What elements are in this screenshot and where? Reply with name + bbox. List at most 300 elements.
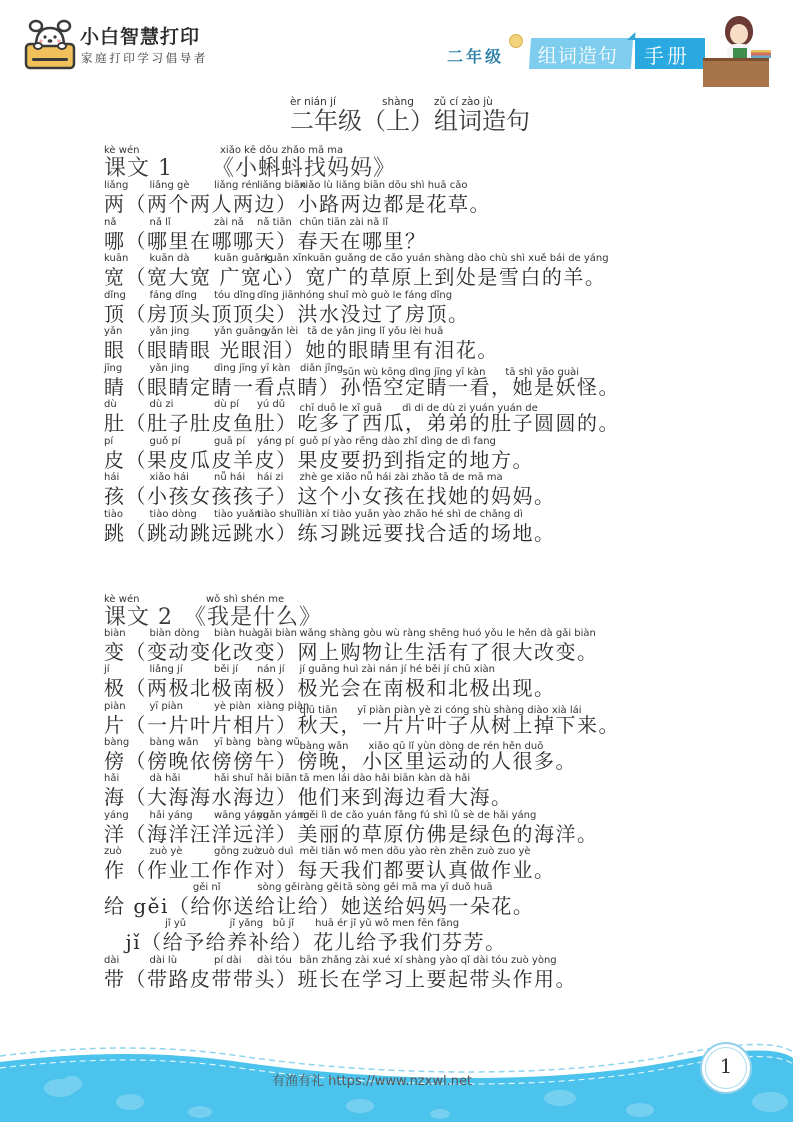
hanzi: 吃多了西瓜，弟弟的肚子圆圆的。 [297,411,620,435]
hanzi: 哪天） [233,228,298,253]
pinyin: jīng [104,362,123,374]
hanzi: 北极 [190,676,233,701]
hanzi: 顶尖） [233,301,298,326]
pinyin: dìng jīng yī kàn [214,362,291,374]
pinyin: tiào yuǎn [214,508,261,520]
title-seg: shàng （上） [362,96,434,135]
entry-sentence [298,846,556,881]
entry-word-1 [126,810,191,845]
pinyin: biàn huà [214,628,258,639]
entry-word-2 [190,472,246,508]
entry-word-2 [190,628,258,664]
hanzi: 跳 [104,520,126,545]
hanzi: 海 [104,785,126,810]
girl-face-icon [730,24,748,44]
pinyin: jí guāng huì zài nán jí hé běi jí chū xiàn [299,664,495,676]
word-entry-line [104,363,620,398]
entry-word-2 [190,435,246,472]
page-number-badge [700,1042,752,1094]
entry-word-1 [125,289,197,326]
hanzi: 依傍 [190,748,233,773]
entry-character [104,701,126,736]
pinyin: dài tóu [257,954,292,966]
entry-character [104,955,126,990]
hanzi: 小路两边都是花草。 [297,192,491,216]
entry-word-1 [169,882,234,917]
pinyin: bàng wǎn xiǎo qū lǐ yùn dòng de rén hěn duō [299,740,544,752]
entry-word-1 [126,664,191,699]
entry-sentence [298,399,621,434]
entry-character [104,253,129,289]
pinyin: biàn [104,628,126,639]
pinyin: liàn xí tiào yuǎn yào zhǎo hé shì de chǎng dì [299,508,523,520]
brand-logo [24,16,224,72]
pinyin: yáng [104,809,129,821]
entry-sentence [298,436,535,471]
pinyin: yǎn jing [149,326,190,337]
hanzi: 给 gěi [104,894,169,919]
hanzi: 顶 [104,301,126,326]
hanzi: 果皮要扔到指定的地方。 [297,447,534,472]
hanzi: （肚子 [125,411,190,435]
entry-character [104,846,126,881]
pinyin: liǎng biān [257,180,307,191]
entry-word-3 [233,217,298,252]
pinyin: yī bàng [214,736,252,748]
entry-word-1 [141,918,206,953]
entry-word-1 [126,701,191,736]
pinyin: wāng yáng [214,809,269,821]
pinyin: gōng zuò [214,845,261,857]
entry-word-3 [233,436,298,471]
hanzi: 眼 光 [190,338,241,362]
hanzi: （两极 [125,676,190,701]
hanzi: 肚皮 [190,411,233,435]
entry-sentence [305,253,609,289]
entry-sentence [298,664,556,699]
entry-word-1 [126,253,191,288]
pinyin: yī piàn [149,700,183,712]
handbook-badge [445,14,775,80]
entry-sentence [298,773,513,808]
pinyin: tā men lái dào hǎi biān kàn dà hǎi [299,773,471,785]
hanzi: 变化 [190,640,233,664]
entry-character [104,664,126,699]
hanzi: 秋天，一片片叶子从树上掉下来。 [297,712,620,737]
hanzi: 两人 [190,192,233,216]
hanzi: （傍晚 [125,748,190,773]
hanzi: 孩子） [233,484,298,508]
hanzi: 带头） [233,966,298,991]
entry-character [104,217,126,252]
entry-sentence [305,326,499,361]
entry-sentence [341,363,621,398]
hanzi: 作 [104,857,126,882]
book-stack-icon [751,50,771,58]
entry-word-2 [190,700,251,737]
hanzi: （眼睛 [125,374,190,399]
pinyin: guā pí [214,435,246,447]
entry-character [104,809,129,846]
pinyin: tóu dǐng [214,289,256,301]
entry-word-2 [190,508,261,545]
word-entry-line [104,918,507,953]
pinyin: guǒ pí [149,435,181,447]
hanzi: 洪水没过了房顶。 [297,301,470,326]
hanzi: 点睛） [276,374,341,399]
hanzi: 工作 [190,857,233,882]
page-footer [0,1040,793,1122]
pinyin: xiǎo hái [149,472,189,483]
hanzi: 宽心） [240,265,306,289]
word-entry-line [104,846,556,881]
hanzi: 跳远 [190,520,233,545]
entry-character [104,436,126,471]
lesson-1-heading: kè wén 课文 1 xiǎo kē dǒu zhǎo mā ma 《小蝌蚪找妈妈》 [104,145,397,181]
word-entry-line [104,955,577,990]
hanzi: 眼 [104,338,126,362]
entry-character [104,472,126,507]
word-entry-line [104,217,427,252]
hanzi: 南极） [233,676,298,701]
entry-word-3 [233,809,310,846]
pinyin: dù pí [214,399,239,410]
pinyin: kuān dà [149,253,190,264]
pinyin: hǎi shuǐ [214,773,254,785]
pinyin: běi jí [214,664,239,676]
entry-character [104,882,169,917]
pinyin: ràng gěi [300,882,342,894]
pinyin: liǎng gè [149,180,190,191]
pinyin: piàn [104,700,126,712]
entry-word-3 [233,289,301,326]
entry-sentence [298,737,578,772]
hanzi: （给你 [168,894,234,919]
entry-word-2 [190,180,258,216]
hanzi: 肚 [104,411,126,435]
hanzi: 作对） [233,857,298,882]
hanzi: 瓜皮 [190,447,233,472]
entry-word-3 [233,737,298,772]
word-entry-line [104,180,491,215]
hanzi: 网上购物让生活有了很大改变。 [297,640,599,664]
hanzi: 她的眼睛里有泪花。 [305,338,499,362]
pinyin: dà hǎi [149,773,181,785]
badge-handbook-text: 手册 [644,44,690,68]
hanzi: 让给） [276,894,341,919]
entry-character [104,918,141,953]
badge-word-sentence [529,38,633,69]
pinyin: xiàng piàn [257,700,310,712]
pinyin: nán jí [257,664,285,676]
hanzi: （跳动 [125,520,190,545]
word-entry-line [104,436,534,471]
entry-word-1 [125,736,199,773]
pinyin: tiào [104,508,123,520]
hanzi: （带路 [125,966,190,991]
pinyin: wǎng shàng gòu wù ràng shēng huó yǒu le hěn dà gǎi biàn [299,628,596,639]
entry-sentence [298,290,470,325]
hanzi: 汪洋 [190,821,233,846]
hanzi: 极光会在南极和北极出现。 [297,676,556,701]
entry-sentence [298,180,492,215]
word-entry-line [104,664,556,699]
entry-word-2 [190,326,268,362]
hanzi: （一片 [125,712,190,737]
hanzi: 鱼肚） [233,411,298,435]
pinyin: měi lì de cǎo yuán fǎng fú shì lǜ sè de hǎi yáng [299,809,537,821]
pinyin: dǐng jiān [257,289,301,301]
pinyin: měi tiān wǒ men dōu yào rèn zhēn zuò zuo yè [299,845,531,857]
pinyin: zuò duì [257,845,294,857]
pinyin: kuān guǎng [214,253,273,264]
hanzi: 变 [104,640,126,664]
hanzi: 班长在学习上要起带头作用。 [297,966,577,991]
pinyin: nǎ [104,216,117,228]
pinyin: jǐ yǔ [165,918,187,930]
pinyin: bàng wǔ [257,736,300,748]
pinyin: yǎn jing [149,362,190,374]
hanzi: 两 [104,192,126,216]
hanzi: （两个 [125,192,190,216]
entry-word-2 [190,845,261,882]
word-entry-line [104,326,499,361]
hanzi: 这个小女孩在找她的妈妈。 [297,484,556,508]
word-entry-line [104,399,620,434]
pinyin: nǎ tiān [257,216,292,228]
entry-word-3 [233,180,307,216]
hanzi: 羊皮） [233,447,298,472]
entry-word-1 [126,326,191,361]
hanzi: 定睛一看 [190,374,276,399]
entry-word-2 [205,918,264,955]
entry-character [104,399,126,434]
word-entry-line [104,290,470,325]
entry-sentence [298,217,427,252]
pinyin: hǎi yáng [149,809,193,821]
brand-slogan: 家庭打印学习倡导者 [81,51,208,65]
hanzi: （作业 [125,857,190,882]
hanzi: （房顶 [125,301,190,326]
hanzi: 海水 [190,785,233,810]
entry-word-3 [233,846,298,881]
hanzi: 傍午） [233,748,298,773]
entry-word-1 [126,472,191,507]
word-entry-line [104,773,513,808]
hanzi: 补给） [248,930,314,955]
pinyin: bǔ jǐ [272,918,295,930]
pinyin: chūn tiān zài nǎ lǐ [299,216,389,228]
pinyin: nǚ hái [214,472,246,483]
footer-watermark-link[interactable]: 有渔有礼 https://www.nzxwl.net [272,1074,473,1089]
hanzi: 孩 [104,484,126,508]
pinyin: guǒ pí yào rēng dào zhǐ dìng de dì fang [299,435,496,447]
entry-character [104,363,126,398]
hanzi: 带 [104,966,126,991]
entry-word-3 [233,472,298,507]
badge-handbook [635,38,705,69]
hanzi: 宽 [104,265,126,289]
hanzi: 在哪 [190,228,233,253]
hanzi: 春天在哪里？ [297,228,427,253]
pinyin: zhè ge xiǎo nǚ hái zài zhǎo tā de mā ma [299,472,503,483]
hanzi: 宽广的草原上到处是雪白的羊。 [305,265,607,289]
entry-sentence [298,701,621,736]
pinyin: sūn wù kōng dìng jīng yī kàn tā shì yāo guài [342,366,580,378]
hanzi: 皮带 [190,966,233,991]
pinyin: hóng shuǐ mò guò le fáng dǐng [299,289,453,301]
pinyin: diǎn jīng [300,362,344,374]
hanzi: （果皮 [125,447,190,472]
pinyin: gěi nǐ [192,882,221,894]
hanzi: （大海 [125,785,190,810]
word-entry-line [104,472,556,507]
pinyin: xiǎo lù liǎng biān dōu shì huā cǎo [299,180,468,191]
title-seg: zǔ cí zào jù 组词造句 [434,96,530,135]
pinyin: dù zi [149,399,174,410]
hanzi: 送给 [233,894,277,919]
hanzi: （哪里 [125,228,190,253]
pinyin: liǎng [104,180,129,191]
word-entry-line [104,810,599,845]
desk-icon [703,58,769,87]
hanzi: 孙悟空定睛一看，她是妖怪。 [340,374,620,399]
hanzi: 每天我们都要认真做作业。 [297,857,556,882]
entry-word-2 [190,954,242,991]
hanzi: 海边） [233,785,298,810]
hanzi: 睛 [104,374,126,399]
hanzi: 美丽的草原仿佛是绿色的海洋。 [297,821,599,846]
entry-word-2 [190,216,244,253]
pinyin: jí [104,664,110,676]
pinyin: dài [104,954,120,966]
entry-character [104,326,126,361]
pinyin: hǎi [104,773,120,785]
pinyin: jǐ yǎng [229,918,264,930]
entry-character [104,628,126,663]
entry-word-1 [126,955,191,990]
entry-word-3 [233,773,298,808]
hanzi: 她送给妈妈一朵花。 [340,894,535,919]
page-header [0,0,793,90]
pinyin: liǎng rén [214,180,258,191]
entry-word-3 [276,882,341,917]
pinyin: yú dǔ [257,399,286,410]
pinyin: bàng [104,736,130,748]
hanzi: （变动 [125,640,190,664]
pinyin: kuān xīn [264,253,308,264]
page-number: 1 [719,1054,733,1078]
hanzi: 改变） [233,640,298,664]
entry-word-2 [190,736,252,773]
word-entry-line [104,882,534,917]
entry-word-1 [126,217,191,252]
pinyin: liǎng jí [149,664,183,676]
pinyin: yè piàn [214,700,251,712]
pinyin: zài nǎ [214,216,244,228]
hanzi: 练习跳远要找合适的场地。 [297,520,556,545]
hanzi: 相片） [233,712,298,737]
pinyin: zuò yè [149,845,183,857]
entry-word-2 [190,289,256,326]
entry-word-3 [276,362,344,399]
pinyin: chī duō le xī guā dì di de dù zi yuán yuán de [299,403,538,414]
pinyin: huā ér jǐ yǔ wǒ men fēn fāng [315,918,460,930]
page-title [290,96,530,134]
pinyin: bàng wǎn [149,736,199,748]
hanzi: 叶片 [190,712,233,737]
entry-sentence [313,918,507,953]
entry-word-2 [190,399,239,435]
hanzi: 女孩 [190,484,233,508]
pinyin: biàn dòng [149,628,200,639]
pinyin: hái zi [257,472,284,483]
pinyin: yǎn guāng [214,326,268,337]
hanzi: 远洋） [233,821,298,846]
pinyin: pí dài [214,954,242,966]
pinyin: yǎn [104,326,123,337]
hanzi: 宽 广 [190,265,241,289]
hanzi: 皮 [104,447,126,472]
pinyin: yuǎn yáng [257,809,310,821]
word-entry-line [104,701,620,736]
hanzi: 洋 [104,821,126,846]
hanzi: 给养 [205,930,249,955]
entry-word-3 [241,253,306,288]
entry-word-3 [233,628,298,663]
pinyin: dài lù [149,954,178,966]
hanzi: 极 [104,676,126,701]
book-icon [733,48,747,58]
hanzi: （眼睛 [125,338,190,362]
hanzi: （给予 [141,930,206,955]
entry-word-2 [190,362,291,399]
hanzi: 跳水） [233,520,298,545]
pinyin: nǎ lǐ [149,216,171,228]
pinyin: bān zhǎng zài xué xí shàng yào qǐ dài tóu zuò yòng [299,954,557,966]
pinyin: fáng dǐng [149,289,197,301]
hanzi: jǐ [104,930,142,955]
entry-word-2 [233,882,300,919]
pinyin: dǐng [104,289,126,301]
word-entry-line [104,509,556,544]
entry-sentence [341,882,535,917]
hanzi: 片 [104,712,126,737]
lesson-2-heading: kè wén 课文 2 wǒ shì shén me 《我是什么》 [104,594,323,630]
hanzi: 头顶 [190,301,233,326]
entry-word-1 [125,508,197,545]
entry-word-2 [190,773,254,810]
hanzi: 他们来到海边看大海。 [297,785,513,810]
dog-printer-mascot-icon [24,16,76,70]
entry-word-1 [126,180,191,215]
pinyin: hái [104,472,120,483]
entry-sentence [298,509,556,544]
title-seg: èr nián jí 二年级 [290,96,362,135]
grade-label: 二年级 [447,47,505,66]
pinyin: kuān [104,253,129,264]
entry-word-1 [126,436,191,471]
entry-word-3 [233,955,298,990]
entry-word-1 [126,773,191,808]
hanzi: 花儿给予我们芬芳。 [313,930,507,955]
entry-character [104,773,126,808]
pinyin: tiào dòng [149,508,197,520]
word-entry-line [104,737,577,772]
lightbulb-icon [509,34,523,48]
pinyin: yǎn lèi [264,326,299,337]
pinyin: yáng pí [257,435,295,447]
